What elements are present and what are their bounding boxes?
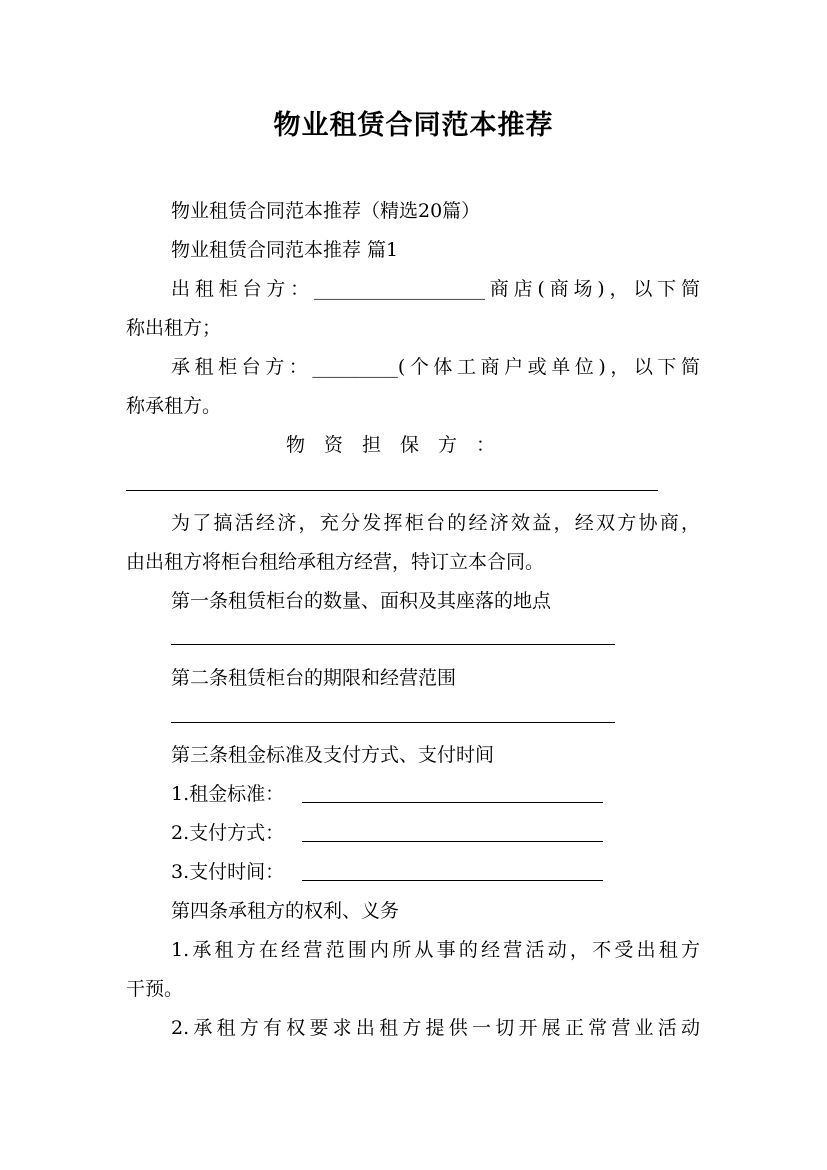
page-title: 物业租赁合同范本推荐 xyxy=(273,110,554,141)
lessee-right-1-cont: 干预。 xyxy=(126,978,184,1000)
lessee-right-1: 1.承租方在经营范围内所从事的经营活动，不受出租方 xyxy=(171,939,700,961)
preamble-line-cont: 由出租方将柜台租给承租方经营，特订立本合同。 xyxy=(126,551,545,573)
lessee-line: 承租柜台方：_________(个体工商户或单位)，以下简 xyxy=(171,356,700,378)
article-2-heading: 第二条租赁柜台的期限和经营范围 xyxy=(171,667,457,689)
lessee-line-cont: 称承租方。 xyxy=(126,395,222,417)
payment-time-blank xyxy=(302,880,603,881)
article-3-heading: 第三条租金标准及支付方式、支付时间 xyxy=(171,744,495,766)
rent-standard-label: 1.租金标准： xyxy=(171,783,285,805)
subtitle-line: 物业租赁合同范本推荐（精选20篇） xyxy=(171,200,481,222)
payment-time-label: 3.支付时间： xyxy=(171,861,285,883)
lessee-right-2: 2.承租方有权要求出租方提供一切开展正常营业活动 xyxy=(171,1017,700,1039)
payment-method-label: 2.支付方式： xyxy=(171,822,285,844)
guarantor-blank xyxy=(126,490,658,491)
guarantor-line: 物 资 担 保 方 ： xyxy=(286,434,496,456)
article-4-heading: 第四条承租方的权利、义务 xyxy=(171,900,400,922)
rent-standard-blank xyxy=(302,802,603,803)
article-2-blank xyxy=(171,722,615,723)
section-heading: 物业租赁合同范本推荐 篇1 xyxy=(171,239,399,261)
article-1-heading: 第一条租赁柜台的数量、面积及其座落的地点 xyxy=(171,590,552,612)
preamble-line: 为了搞活经济，充分发挥柜台的经济效益，经双方协商， xyxy=(171,512,700,534)
payment-method-blank xyxy=(302,841,603,842)
lessor-line: 出租柜台方：__________________商店(商场)，以下简 xyxy=(171,278,700,300)
article-1-blank xyxy=(171,644,615,645)
lessor-line-cont: 称出租方； xyxy=(126,317,222,339)
